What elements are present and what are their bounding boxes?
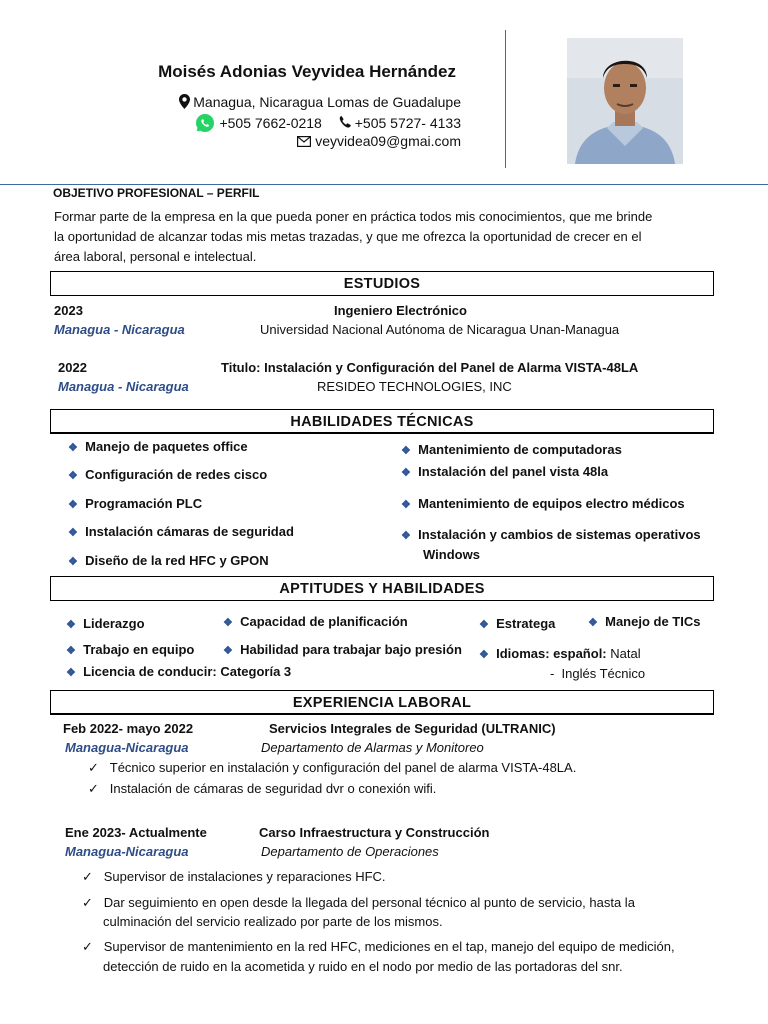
- job-task: ✓ Supervisor de mantenimiento en la red HFC, mediciones en el tap, manejo del equipo de medición,: [82, 939, 675, 954]
- skill-item: ❖ Diseño de la red HFC y GPON: [68, 553, 269, 568]
- email-line: [297, 133, 461, 150]
- checkmark-icon: ✓: [82, 869, 93, 884]
- job-task: ✓ Técnico superior en instalación y configuración del panel de alarma VISTA-48LA.: [88, 760, 577, 775]
- study-location: Managua - Nicaragua: [54, 322, 185, 337]
- job-task-continuation: detección de ruido en la acometida y ruido en el nodo por medio de las portadoras del snr.: [103, 959, 623, 974]
- email-text: veyvidea09@gmai.com: [315, 133, 461, 149]
- profile-photo: [567, 38, 683, 164]
- diamond-bullet-icon: ❖: [68, 499, 78, 511]
- objective-line: Formar parte de la empresa en la que pueda poner en práctica todos mis conocimientos, que me brinde: [54, 209, 653, 224]
- job-location: Managua-Nicaragua: [65, 740, 189, 755]
- checkmark-icon: ✓: [82, 939, 93, 954]
- diamond-bullet-icon: ❖: [479, 619, 489, 631]
- checkmark-icon: ✓: [82, 895, 93, 910]
- aptitudes-heading: APTITUDES Y HABILIDADES: [50, 576, 714, 601]
- job-task-continuation: culminación del servicio realizado por parte de los mismos.: [103, 914, 443, 929]
- job-department: Departamento de Operaciones: [261, 844, 439, 859]
- checkmark-icon: ✓: [88, 781, 99, 796]
- header-separator: [0, 184, 768, 185]
- diamond-bullet-icon: ❖: [66, 667, 76, 679]
- whatsapp-icon: [195, 113, 215, 136]
- aptitude-item: ❖ Manejo de TICs: [588, 614, 701, 629]
- study-degree: Ingeniero Electrónico: [334, 303, 467, 318]
- diamond-bullet-icon: ❖: [401, 467, 411, 479]
- aptitude-item: ❖ Licencia de conducir: Categoría 3: [66, 664, 292, 679]
- skill-item: ❖ Instalación cámaras de seguridad: [68, 524, 294, 539]
- job-period: Feb 2022- mayo 2022: [63, 721, 194, 736]
- objective-line: la oportunidad de alcanzar todas mis metas trazadas, y que me ofrezca la oportunidad de crecer en el: [54, 229, 642, 244]
- diamond-bullet-icon: ❖: [66, 645, 76, 657]
- aptitude-item-continuation: - Inglés Técnico: [550, 666, 646, 681]
- study-institution: RESIDEO TECHNOLOGIES, INC: [317, 379, 512, 394]
- candidate-name: Moisés Adonias Veyvidea Hernández: [158, 62, 456, 81]
- diamond-bullet-icon: ❖: [401, 445, 411, 457]
- diamond-bullet-icon: ❖: [401, 530, 411, 542]
- diamond-bullet-icon: ❖: [68, 556, 78, 568]
- diamond-bullet-icon: ❖: [479, 649, 489, 661]
- job-task: ✓ Supervisor de instalaciones y reparaciones HFC.: [82, 869, 386, 884]
- diamond-bullet-icon: ❖: [588, 617, 598, 629]
- skill-item: ❖ Manejo de paquetes office: [68, 439, 248, 454]
- diamond-bullet-icon: ❖: [223, 617, 233, 629]
- aptitude-item: ❖ Idiomas: español: Natal: [479, 646, 641, 661]
- aptitude-item: ❖ Liderazgo: [66, 616, 145, 631]
- header-divider: [505, 30, 506, 168]
- whatsapp-number: +505 7662-0218: [219, 115, 322, 131]
- diamond-bullet-icon: ❖: [223, 645, 233, 657]
- skill-item: ❖ Instalación y cambios de sistemas operativos: [401, 527, 701, 542]
- study-year: 2023: [54, 303, 83, 318]
- job-task: ✓ Dar seguimiento en open desde la llegada del personal técnico al punto de servicio, hasta la: [82, 895, 635, 910]
- studies-heading: ESTUDIOS: [50, 271, 714, 296]
- aptitude-item: ❖ Habilidad para trabajar bajo presión: [223, 642, 462, 657]
- job-task: ✓ Instalación de cámaras de seguridad dvr o conexión wifi.: [88, 781, 437, 796]
- experience-heading: EXPERIENCIA LABORAL: [50, 690, 714, 715]
- aptitude-item: ❖ Estratega: [479, 616, 556, 631]
- skill-item: ❖ Instalación del panel vista 48la: [401, 464, 609, 479]
- study-degree: Titulo: Instalación y Configuración del Panel de Alarma VISTA-48LA: [221, 360, 639, 375]
- diamond-bullet-icon: ❖: [401, 499, 411, 511]
- skill-item: ❖ Mantenimiento de equipos electro médicos: [401, 496, 685, 511]
- job-location: Managua-Nicaragua: [65, 844, 189, 859]
- job-department: Departamento de Alarmas y Monitoreo: [261, 740, 484, 755]
- address-line: [179, 94, 461, 112]
- envelope-icon: [297, 134, 311, 150]
- objective-title: OBJETIVO PROFESIONAL – PERFIL: [53, 186, 260, 200]
- phone-number: +505 5727- 4133: [354, 115, 461, 131]
- skill-item: ❖ Programación PLC: [68, 496, 203, 511]
- job-company: Carso Infraestructura y Construcción: [259, 825, 490, 840]
- skill-item: ❖ Mantenimiento de computadoras: [401, 442, 622, 457]
- study-location: Managua - Nicaragua: [58, 379, 189, 394]
- objective-text: [54, 207, 694, 267]
- location-pin-icon: [179, 94, 190, 112]
- address-text: Managua, Nicaragua Lomas de Guadalupe: [193, 94, 461, 110]
- objective-line: área laboral, personal e intelectual.: [54, 249, 257, 264]
- job-company: Servicios Integrales de Seguridad (ULTRANIC): [269, 721, 556, 736]
- job-period: Ene 2023- Actualmente: [65, 825, 207, 840]
- study-institution: Universidad Nacional Autónoma de Nicaragua Unan-Managua: [260, 322, 620, 337]
- phone-icon: [338, 116, 352, 133]
- aptitude-item: ❖ Capacidad de planificación: [223, 614, 408, 629]
- study-year: 2022: [58, 360, 87, 375]
- diamond-bullet-icon: ❖: [68, 527, 78, 539]
- diamond-bullet-icon: ❖: [68, 470, 78, 482]
- aptitude-item: ❖ Trabajo en equipo: [66, 642, 195, 657]
- skill-item-continuation: Windows: [423, 547, 480, 562]
- skill-item: ❖ Configuración de redes cisco: [68, 467, 268, 482]
- diamond-bullet-icon: ❖: [66, 619, 76, 631]
- checkmark-icon: ✓: [88, 760, 99, 775]
- tech-skills-heading: HABILIDADES TÉCNICAS: [50, 409, 714, 434]
- diamond-bullet-icon: ❖: [68, 442, 78, 454]
